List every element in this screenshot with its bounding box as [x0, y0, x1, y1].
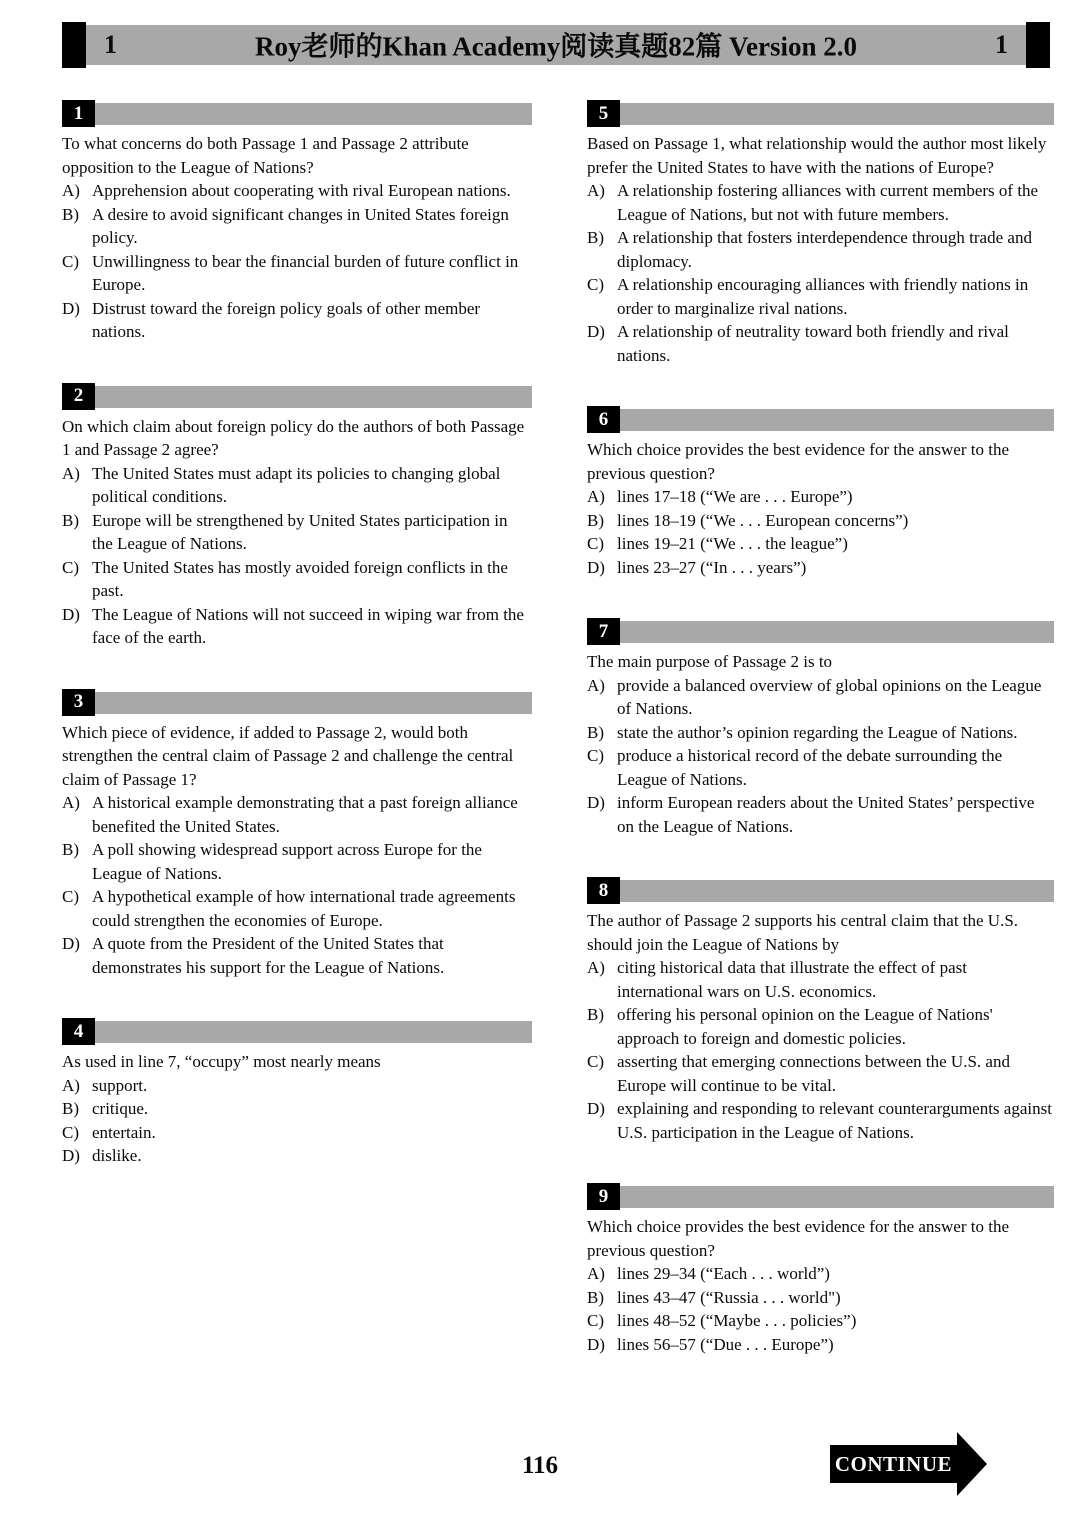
choice-text: critique. [92, 1099, 149, 1118]
answer-choice [587, 532, 1054, 556]
choice-letter: B) [587, 1005, 604, 1024]
answer-choice [587, 1097, 1054, 1144]
choice-letter: B) [587, 510, 604, 530]
answer-choice [587, 791, 1054, 838]
question-number: 2 [62, 383, 95, 410]
choice-text: produce a historical record of the debate surrounding the League of Nations. [617, 746, 1003, 789]
question-number: 9 [587, 1183, 620, 1210]
choice-letter: D) [587, 1334, 605, 1354]
answer-choice [587, 273, 1054, 320]
choice-text: Apprehension about cooperating with rival European nations. [92, 181, 511, 200]
choice-letter: D) [62, 604, 80, 624]
answer-choice [587, 744, 1054, 791]
question-number-bar [62, 1021, 532, 1043]
question-number: 1 [62, 100, 95, 127]
choice-text: entertain. [92, 1122, 156, 1142]
choice-letter: C) [62, 1122, 79, 1142]
question-number-bar [587, 103, 1054, 125]
choice-letter: C) [587, 534, 604, 553]
answer-choice [62, 603, 532, 650]
choice-text: state the author’s opinion regarding the League of Nations. [617, 722, 1018, 742]
choice-text: dislike. [92, 1146, 142, 1165]
question-number-bar [587, 621, 1054, 643]
choice-letter: B) [587, 228, 604, 247]
choice-letter: B) [62, 840, 79, 859]
choice-letter: D) [587, 793, 605, 812]
choice-text: A desire to avoid significant changes in United States foreign policy. [92, 204, 509, 247]
choice-letter: A) [587, 181, 605, 200]
choice-text: offering his personal opinion on the League of Nations' approach to foreign and domestic policies. [617, 1005, 993, 1048]
choice-text: provide a balanced overview of global opinions on the League of Nations. [617, 675, 1042, 718]
question-block [587, 409, 1054, 579]
question-stem: The main purpose of Passage 2 is to [587, 652, 833, 671]
choice-text: asserting that emerging connections between the U.S. and Europe will continue to be vital. [617, 1052, 1010, 1095]
answer-choice [62, 791, 532, 838]
choice-text: lines 48–52 (“Maybe . . . policies”) [617, 1311, 857, 1330]
choice-letter: C) [587, 1311, 604, 1330]
answer-choice [587, 1309, 1054, 1333]
continue-label: CONTINUE [830, 1445, 957, 1483]
answer-choice [587, 556, 1054, 580]
answer-choice [62, 297, 532, 344]
answer-choice [62, 462, 532, 509]
choice-letter: D) [587, 1099, 605, 1118]
answer-choice [587, 320, 1054, 367]
answer-choice [587, 179, 1054, 226]
choice-letter: A) [62, 463, 80, 483]
answer-choice [62, 1144, 532, 1168]
choice-letter: B) [62, 204, 79, 224]
choice-text: Unwillingness to bear the financial burden of future conflict in Europe. [92, 251, 519, 294]
header-page-number-left: 1 [104, 30, 117, 59]
questions-column-left [62, 103, 532, 1210]
choice-letter: C) [62, 251, 79, 271]
question-stem: As used in line 7, “occupy” most nearly means [62, 1052, 381, 1071]
question-stem: The author of Passage 2 supports his central claim that the U.S. should join the League of Nations by [587, 911, 1019, 954]
answer-choice [62, 250, 532, 297]
choice-text: The United States must adapt its policies to changing global political conditions. [92, 463, 501, 506]
choice-letter: C) [62, 887, 79, 906]
choice-text: explaining and responding to relevant counterarguments against U.S. participation in the League of Nations. [617, 1099, 1052, 1142]
choice-letter: A) [62, 793, 80, 812]
answer-choice [587, 674, 1054, 721]
choice-text: A hypothetical example of how international trade agreements could strengthen the economies of Europe. [92, 887, 516, 930]
choice-letter: A) [62, 181, 80, 200]
choice-text: The United States has mostly avoided foreign conflicts in the past. [92, 557, 508, 600]
header-page-number-right: 1 [995, 30, 1008, 59]
choice-text: lines 17–18 (“We are . . . Europe”) [617, 487, 853, 506]
answer-choice [62, 509, 532, 556]
answer-choice [587, 1003, 1054, 1050]
choice-text: A historical example demonstrating that a past foreign alliance benefited the United States. [92, 793, 518, 836]
question-number-bar [62, 386, 532, 408]
choice-letter: D) [62, 934, 80, 953]
choice-letter: A) [587, 1264, 605, 1283]
question-number-bar [587, 1186, 1054, 1208]
choice-letter: C) [587, 1052, 604, 1071]
continue-arrow [830, 1432, 987, 1496]
question-stem: Which choice provides the best evidence for the answer to the previous question? [587, 1217, 1010, 1260]
question-number-bar [587, 409, 1054, 431]
answer-choice [587, 721, 1054, 745]
answer-choice [587, 1286, 1054, 1310]
choice-text: The League of Nations will not succeed in wiping war from the face of the earth. [92, 604, 524, 647]
choice-text: A poll showing widespread support across Europe for the League of Nations. [92, 840, 482, 883]
answer-choice [62, 203, 532, 250]
choice-letter: A) [62, 1075, 80, 1095]
choice-letter: B) [62, 1099, 79, 1118]
choice-text: lines 18–19 (“We . . . European concerns”) [617, 510, 909, 530]
answer-choice [587, 509, 1054, 533]
question-block [62, 386, 532, 650]
answer-choice [587, 1262, 1054, 1286]
answer-choice [587, 1050, 1054, 1097]
question-number-bar [587, 880, 1054, 902]
question-stem: Which choice provides the best evidence for the answer to the previous question? [587, 440, 1010, 483]
answer-choice [62, 838, 532, 885]
answer-choice [587, 485, 1054, 509]
question-number: 7 [587, 618, 620, 645]
question-stem: On which claim about foreign policy do the authors of both Passage 1 and Passage 2 agree? [62, 416, 525, 459]
question-block [587, 103, 1054, 367]
choice-letter: D) [587, 557, 605, 577]
choice-text: A relationship fostering alliances with current members of the League of Nations, but not with future members. [617, 181, 1039, 224]
question-stem: To what concerns do both Passage 1 and Passage 2 attribute opposition to the League of Nations? [62, 134, 469, 177]
question-number: 4 [62, 1018, 95, 1045]
question-number: 5 [587, 100, 620, 127]
choice-text: lines 43–47 (“Russia . . . world") [617, 1287, 841, 1307]
answer-choice [62, 932, 532, 979]
choice-text: inform European readers about the United States’ perspective on the League of Nations. [617, 793, 1035, 836]
choice-letter: C) [587, 275, 604, 294]
question-block [587, 621, 1054, 838]
answer-choice [62, 1074, 532, 1098]
choice-text: Distrust toward the foreign policy goals of other member nations. [92, 298, 481, 341]
choice-letter: B) [587, 722, 604, 742]
answer-choice [587, 956, 1054, 1003]
answer-choice [62, 179, 532, 203]
question-block [587, 1186, 1054, 1356]
choice-text: Europe will be strengthened by United States participation in the League of Nations. [92, 510, 508, 553]
choice-letter: A) [587, 487, 605, 506]
choice-letter: D) [587, 322, 605, 341]
answer-choice [62, 1097, 532, 1121]
question-block [62, 692, 532, 980]
choice-text: citing historical data that illustrate the effect of past international wars on U.S. economics. [617, 958, 967, 1001]
answer-choice [62, 1121, 532, 1145]
question-number-bar [62, 103, 532, 125]
question-number: 6 [587, 406, 620, 433]
question-block [587, 880, 1054, 1144]
choice-text: A relationship of neutrality toward both friendly and rival nations. [617, 322, 1009, 365]
question-number-bar [62, 692, 532, 714]
question-stem: Based on Passage 1, what relationship would the author most likely prefer the United States to have with the nations of Europe? [587, 134, 1047, 177]
choice-letter: A) [587, 958, 605, 977]
choice-text: lines 56–57 (“Due . . . Europe”) [617, 1334, 834, 1354]
question-block [62, 103, 532, 344]
answer-choice [587, 1333, 1054, 1357]
choice-letter: A) [587, 675, 605, 695]
choice-letter: C) [587, 746, 604, 765]
choice-text: A relationship that fosters interdependence through trade and diplomacy. [617, 228, 1032, 271]
choice-letter: D) [62, 1146, 80, 1165]
page-header [62, 22, 1050, 68]
question-block [62, 1021, 532, 1168]
choice-text: A relationship encouraging alliances with friendly nations in order to marginalize rival nations. [617, 275, 1029, 318]
continue-arrowhead-icon [957, 1432, 987, 1496]
choice-text: lines 23–27 (“In . . . years”) [617, 557, 807, 577]
choice-text: support. [92, 1075, 148, 1095]
question-stem: Which piece of evidence, if added to Passage 2, would both strengthen the central claim of Passage 2 and challenge the central claim of Passage 1? [62, 722, 514, 789]
header-title: Roy老师的Khan Academy阅读真题82篇 Version 2.0 [254, 31, 858, 62]
question-number: 3 [62, 689, 95, 716]
answer-choice [62, 556, 532, 603]
footer-page-number: 116 [521, 1452, 559, 1479]
choice-text: A quote from the President of the United States that demonstrates his support for the League of Nations. [92, 934, 445, 977]
questions-column-right [587, 103, 1054, 1398]
choice-text: lines 19–21 (“We . . . the league”) [617, 534, 848, 553]
answer-choice [62, 885, 532, 932]
choice-letter: D) [62, 298, 80, 318]
choice-letter: C) [62, 557, 79, 577]
question-number: 8 [587, 877, 620, 904]
choice-letter: B) [587, 1287, 604, 1307]
choice-text: lines 29–34 (“Each . . . world”) [617, 1264, 830, 1283]
answer-choice [587, 226, 1054, 273]
choice-letter: B) [62, 510, 79, 530]
